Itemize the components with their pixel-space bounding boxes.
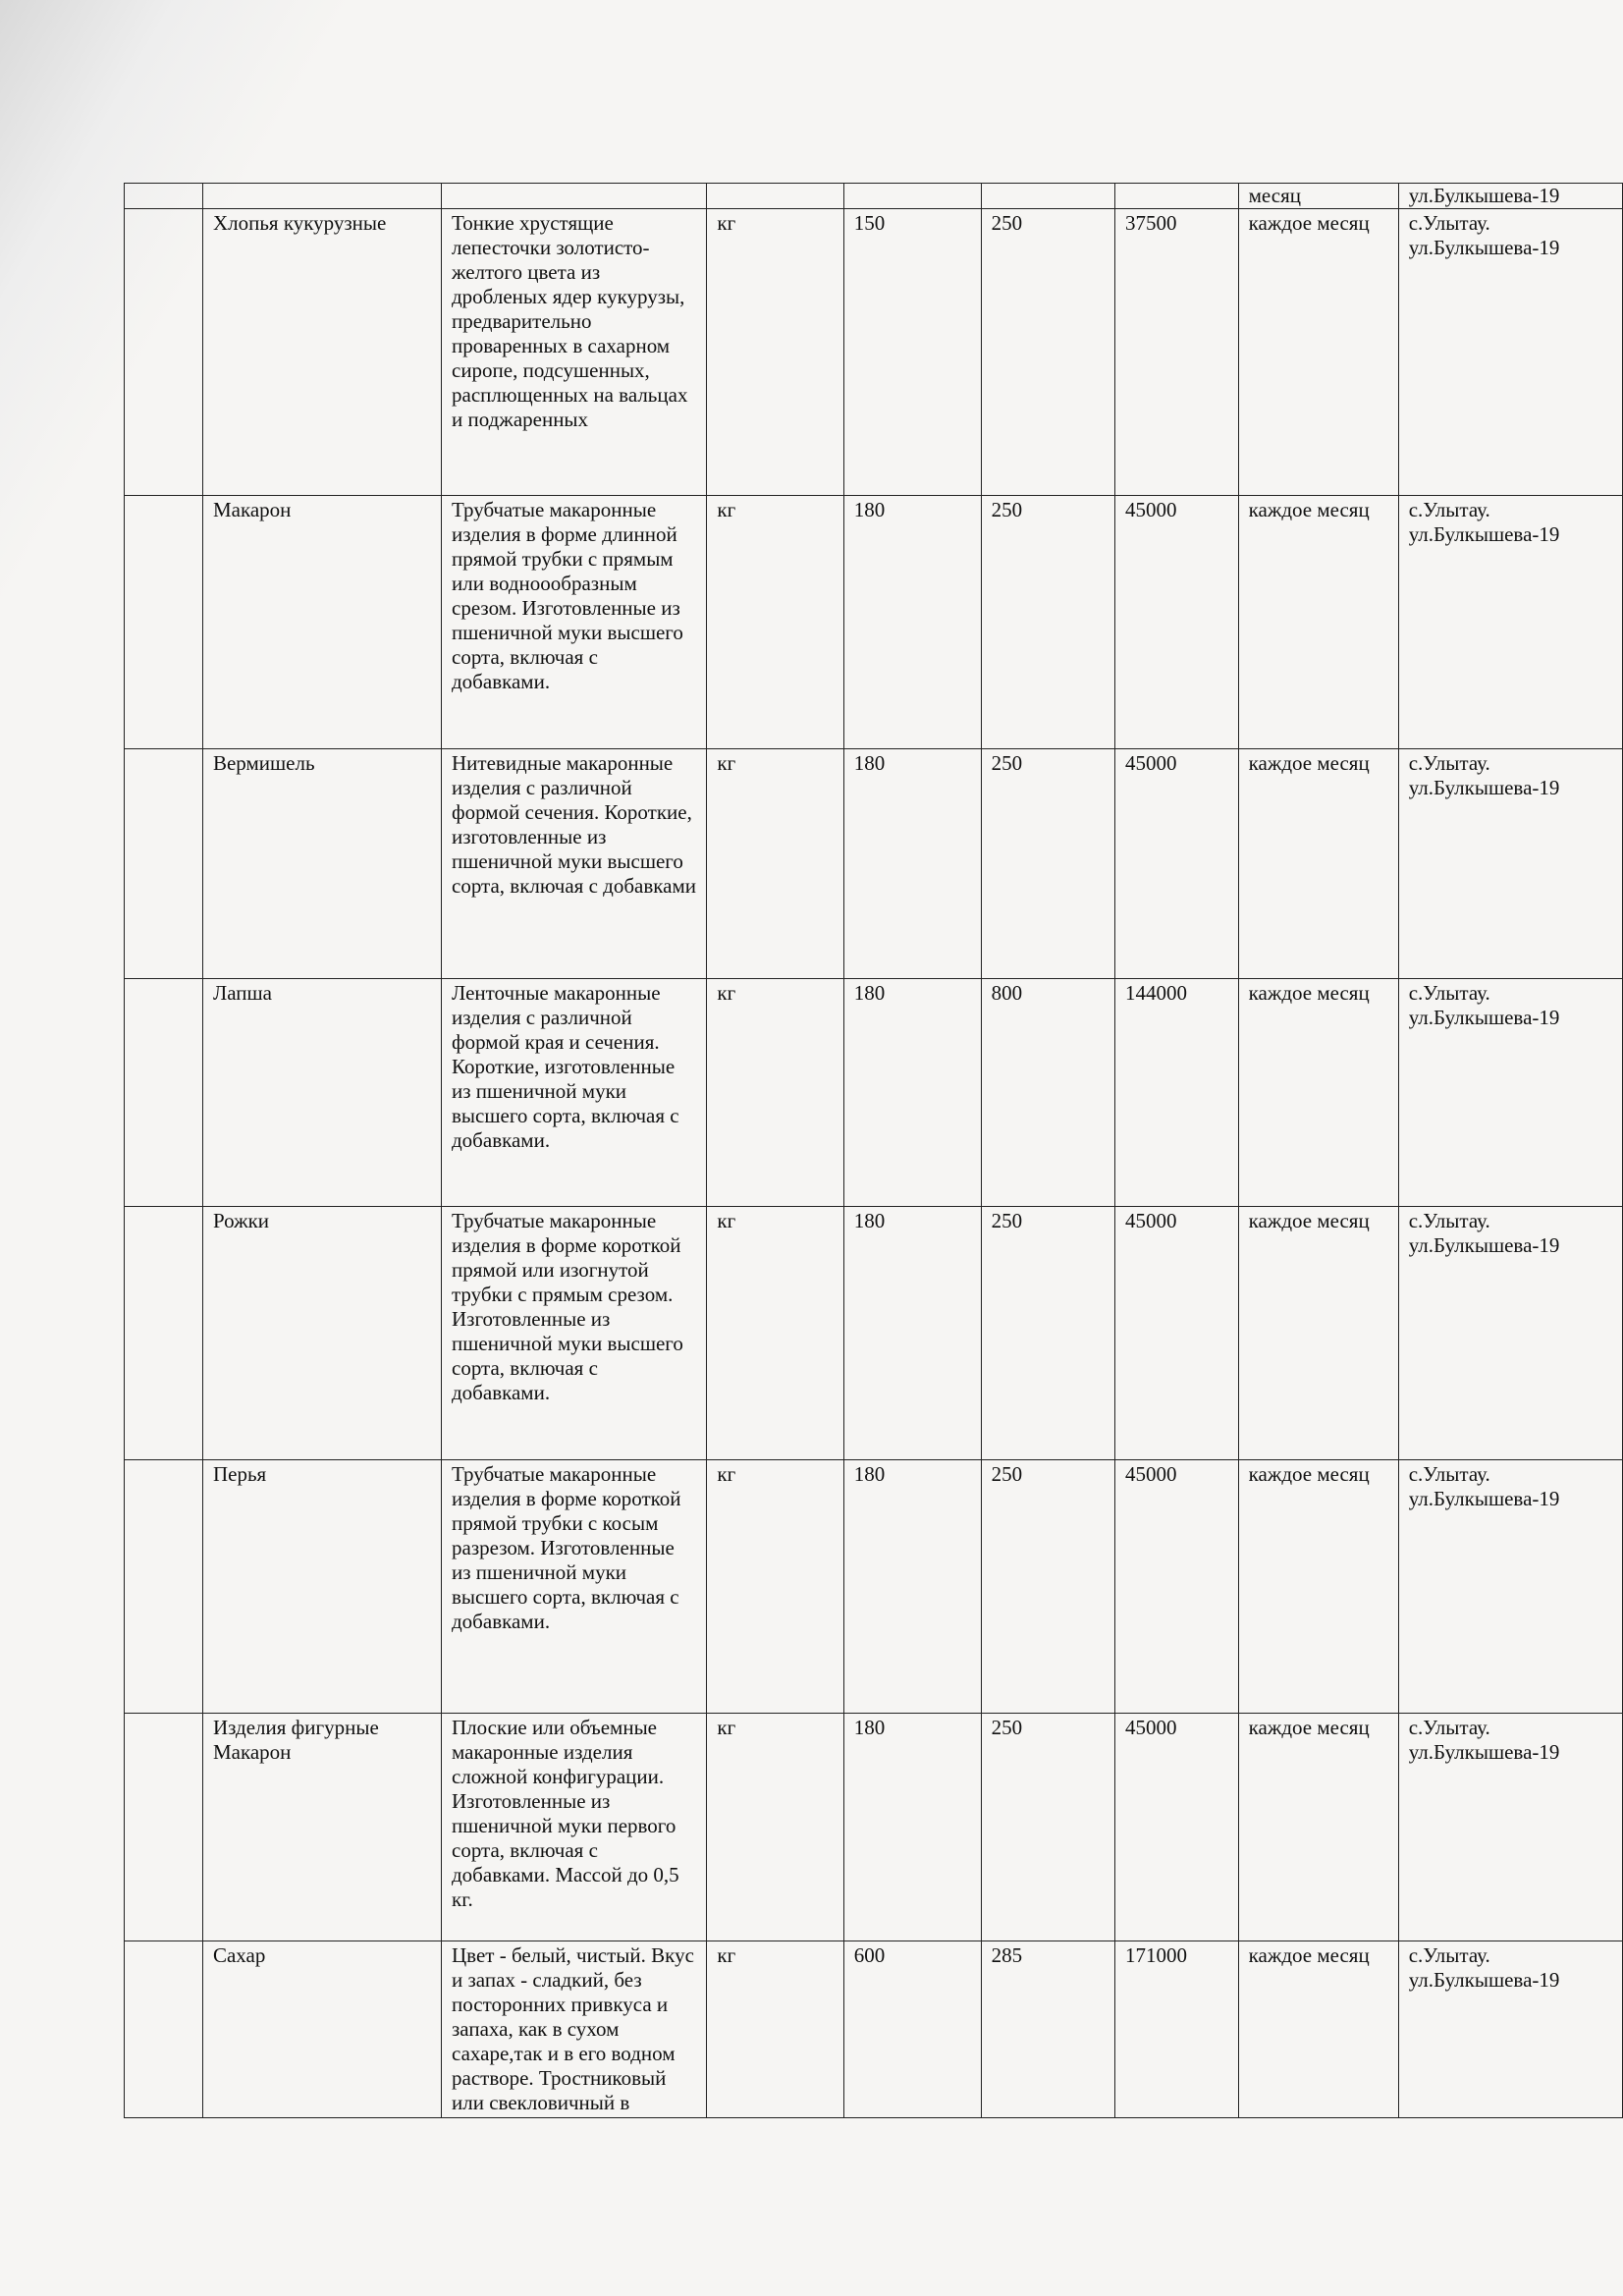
cell-unit: кг <box>707 1714 843 1941</box>
cell-number <box>125 496 203 749</box>
cell-price: 250 <box>981 1460 1114 1714</box>
cell-sum: 45000 <box>1114 496 1238 749</box>
cell-term: месяц <box>1238 184 1398 209</box>
cell-price: 250 <box>981 1207 1114 1460</box>
cell-place: с.Улытау. ул.Булкышева-19 <box>1398 209 1622 496</box>
cell-price: 250 <box>981 749 1114 979</box>
cell-place: с.Улытау. ул.Булкышева-19 <box>1398 749 1622 979</box>
cell-unit: кг <box>707 496 843 749</box>
cell-sum: 37500 <box>1114 209 1238 496</box>
cell-sum <box>1114 184 1238 209</box>
continuation-row <box>125 184 1623 209</box>
cell-price: 250 <box>981 496 1114 749</box>
cell-place: с.Улытау. ул.Булкышева-19 <box>1398 1460 1622 1714</box>
cell-description: Ленточные макаронные изделия с различной формой края и сечения. Короткие, изготовленные из пшеничной муки высшего сорта, включая с добавками. <box>442 979 707 1207</box>
cell-sum: 45000 <box>1114 1714 1238 1941</box>
cell-place: с.Улытау. ул.Булкышева-19 <box>1398 496 1622 749</box>
cell-number <box>125 979 203 1207</box>
cell-description: Тонкие хрустящие лепесточки золотисто-желтого цвета из дробленых ядер кукурузы, предварительно проваренных в сахарном сиропе, подсушенных, расплющенных на вальцах и поджаренных <box>442 209 707 496</box>
cell-qty: 180 <box>843 979 981 1207</box>
cell-sum: 144000 <box>1114 979 1238 1207</box>
cell-place: с.Улытау. ул.Булкышева-19 <box>1398 1207 1622 1460</box>
table-row <box>125 1941 1623 2118</box>
table-row <box>125 1460 1623 1714</box>
cell-qty: 180 <box>843 1714 981 1941</box>
cell-number <box>125 1941 203 2118</box>
cell-name: Изделия фигурные Макарон <box>202 1714 441 1941</box>
cell-unit: кг <box>707 749 843 979</box>
cell-price: 800 <box>981 979 1114 1207</box>
cell-name: Перья <box>202 1460 441 1714</box>
cell-price <box>981 184 1114 209</box>
cell-unit: кг <box>707 1207 843 1460</box>
table-row <box>125 979 1623 1207</box>
cell-number <box>125 1207 203 1460</box>
cell-name: Сахар <box>202 1941 441 2118</box>
cell-description: Трубчатые макаронные изделия в форме длинной прямой трубки с прямым или водноообразным срезом. Изготовленные из пшеничной муки высшего сорта, включая с добавками. <box>442 496 707 749</box>
cell-name <box>202 184 441 209</box>
cell-unit: кг <box>707 1941 843 2118</box>
cell-sum: 45000 <box>1114 1207 1238 1460</box>
cell-unit: кг <box>707 1460 843 1714</box>
cell-name: Макарон <box>202 496 441 749</box>
cell-term: каждое месяц <box>1238 1714 1398 1941</box>
cell-place: с.Улытау. ул.Булкышева-19 <box>1398 1941 1622 2118</box>
cell-qty: 180 <box>843 1460 981 1714</box>
cell-term: каждое месяц <box>1238 749 1398 979</box>
cell-place: с.Улытау. ул.Булкышева-19 <box>1398 979 1622 1207</box>
cell-name: Лапша <box>202 979 441 1207</box>
cell-unit <box>707 184 843 209</box>
cell-price: 250 <box>981 1714 1114 1941</box>
table-row <box>125 1714 1623 1941</box>
cell-unit: кг <box>707 209 843 496</box>
cell-qty <box>843 184 981 209</box>
table-row <box>125 496 1623 749</box>
cell-description: Трубчатые макаронные изделия в форме короткой прямой или изогнутой трубки с прямым срезом. Изготовленные из пшеничной муки высшего сорта, включая с добавками. <box>442 1207 707 1460</box>
procurement-table <box>124 183 1623 2118</box>
cell-name: Вермишель <box>202 749 441 979</box>
cell-description <box>442 184 707 209</box>
cell-term: каждое месяц <box>1238 1460 1398 1714</box>
table-row <box>125 749 1623 979</box>
cell-sum: 45000 <box>1114 749 1238 979</box>
cell-description: Цвет - белый, чистый. Вкус и запах - сладкий, без посторонних привкуса и запаха, как в сухом сахаре,так и в его водном растворе. Тростниковый или свекловичный в <box>442 1941 707 2118</box>
cell-price: 250 <box>981 209 1114 496</box>
cell-term: каждое месяц <box>1238 1207 1398 1460</box>
cell-qty: 180 <box>843 749 981 979</box>
cell-qty: 180 <box>843 496 981 749</box>
cell-number <box>125 184 203 209</box>
cell-description: Трубчатые макаронные изделия в форме короткой прямой трубки с косым разрезом. Изготовленные из пшеничной муки высшего сорта, включая с добавками. <box>442 1460 707 1714</box>
cell-place: с.Улытау. ул.Булкышева-19 <box>1398 1714 1622 1941</box>
cell-qty: 180 <box>843 1207 981 1460</box>
cell-sum: 171000 <box>1114 1941 1238 2118</box>
cell-number <box>125 749 203 979</box>
cell-name: Хлопья кукурузные <box>202 209 441 496</box>
cell-term: каждое месяц <box>1238 979 1398 1207</box>
cell-price: 285 <box>981 1941 1114 2118</box>
cell-qty: 600 <box>843 1941 981 2118</box>
cell-place: ул.Булкышева-19 <box>1398 184 1622 209</box>
cell-unit: кг <box>707 979 843 1207</box>
cell-sum: 45000 <box>1114 1460 1238 1714</box>
cell-name: Рожки <box>202 1207 441 1460</box>
table-row <box>125 209 1623 496</box>
table-row <box>125 1207 1623 1460</box>
cell-qty: 150 <box>843 209 981 496</box>
cell-description: Нитевидные макаронные изделия с различной формой сечения. Короткие, изготовленные из пшеничной муки высшего сорта, включая с добавками <box>442 749 707 979</box>
cell-number <box>125 1714 203 1941</box>
cell-term: каждое месяц <box>1238 496 1398 749</box>
cell-description: Плоские или объемные макаронные изделия сложной конфигурации. Изготовленные из пшеничной муки первого сорта, включая с добавками. Массой до 0,5 кг. <box>442 1714 707 1941</box>
cell-term: каждое месяц <box>1238 1941 1398 2118</box>
cell-number <box>125 209 203 496</box>
cell-term: каждое месяц <box>1238 209 1398 496</box>
cell-number <box>125 1460 203 1714</box>
